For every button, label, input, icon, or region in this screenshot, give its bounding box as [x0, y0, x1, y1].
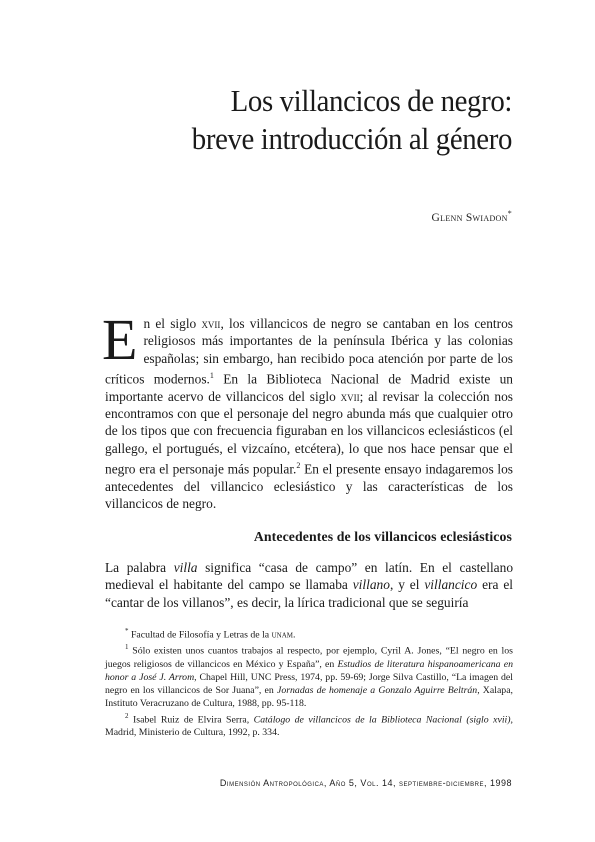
section-term-villancico: villancico [424, 577, 478, 593]
intro-paragraph [102, 307, 513, 512]
section-text-4: era el “cantar de los villanos”, es decir, la lírica tradicional que se seguiría [105, 577, 513, 610]
intro-text-5: En el presente ensayo indagaremos los antecedentes del villancico eclesiástico y las características de los villancicos de negro. [105, 461, 513, 511]
journal-footer: Dimensión Antropológica, Año 5, Vol. 14, septiembre-diciembre, 1998 [219, 778, 512, 788]
footnote-ref-1: 1 [209, 370, 214, 380]
intro-text-1: n el siglo [143, 316, 202, 331]
footnote-1-text-b: , Chapel Hill, UNC Press, 1974, pp. 59-69; Jorge Silva Castillo, “La imagen del negro en los villancicos de Sor Juana”, en [105, 671, 513, 696]
footnote-ref-2: 2 [296, 460, 301, 470]
author-name [432, 209, 512, 224]
section-term-villa: villa [173, 560, 198, 575]
footnote-1-title-a: Estudios de literatura hispanoamericana en honor a José J. Arrom [105, 658, 513, 683]
intro-text-2: , los villancicos de negro se cantaban en los centros religiosos más importantes de la península Ibérica y las colonias españolas; sin embargo, han recibido poca atención por parte de los críticos modernos. [105, 316, 513, 387]
author-text: Glenn Swiadon [431, 211, 508, 224]
footnote-2-text-a: Isabel Ruiz de Elvira Serra, [128, 713, 254, 725]
section-text-2: significa “casa de campo” en latín. En el castellano medieval el habitante del campo se llamaba [105, 560, 514, 593]
section-text-3: , y el [389, 577, 425, 593]
footnote-1-text-c: , Xalapa, Instituto Veracruzano de Cultura, 1988, pp. 95-118. [105, 684, 513, 709]
intro-century-2: xvii [340, 388, 360, 404]
footnote-1-title-b: Jornadas de homenaje a Gonzalo Aguirre Beltrán [276, 684, 478, 696]
author-footnote-mark: * [507, 209, 512, 218]
footnote-mark-2: 2 [125, 711, 129, 720]
footnote-2-title: Catálogo de villancicos de la Biblioteca Nacional (siglo xvii) [253, 713, 511, 725]
footnote-1 [105, 641, 513, 709]
intro-text-4: ; al revisar la colección nos encontramos con que el personaje del negro abunda más que cualquier otro de los tipos que con frecuencia figuraban en los villancicos eclesiásticos (el gallego, el portugués, el vizcaíno, etcétera), lo que nos hace pensar que el negro era el personaje más popular. [105, 388, 513, 477]
footnote-affiliation-end: . [293, 629, 296, 641]
title-line-2: breve introducción al género [191, 121, 512, 156]
title-line-1: Los villancicos de negro: [230, 83, 512, 118]
section-paragraph [105, 559, 513, 611]
footnote-2 [105, 710, 513, 739]
footnote-1-text-a: Sólo existen unos cuantos trabajos al respecto, por ejemplo, Cyril A. Jones, “El negro en los juegos religiosos de villancicos en México y España”, en [105, 645, 513, 670]
section-term-villano: villano [352, 577, 390, 593]
intro-century-1: xvii [201, 316, 221, 331]
footnote-mark-star: * [125, 627, 129, 635]
section-text-1: La palabra [105, 560, 174, 575]
footnote-affiliation-text: Facultad de Filosofía y Letras de la [128, 629, 272, 641]
section-heading: Antecedentes de los villancicos eclesiásticos [253, 529, 512, 544]
intro-text-3: En la Biblioteca Nacional de Madrid existe un importante acervo de villancicos del siglo [105, 371, 513, 404]
footnote-affiliation-unam: unam [271, 629, 293, 641]
footnote-mark-1: 1 [125, 643, 129, 652]
footnote-2-text-b: , Madrid, Ministerio de Cultura, 1992, p. 334. [105, 713, 513, 738]
article-title [103, 82, 512, 158]
footnote-affiliation [105, 625, 513, 641]
footnotes [105, 625, 513, 739]
drop-cap: E [102, 307, 138, 372]
